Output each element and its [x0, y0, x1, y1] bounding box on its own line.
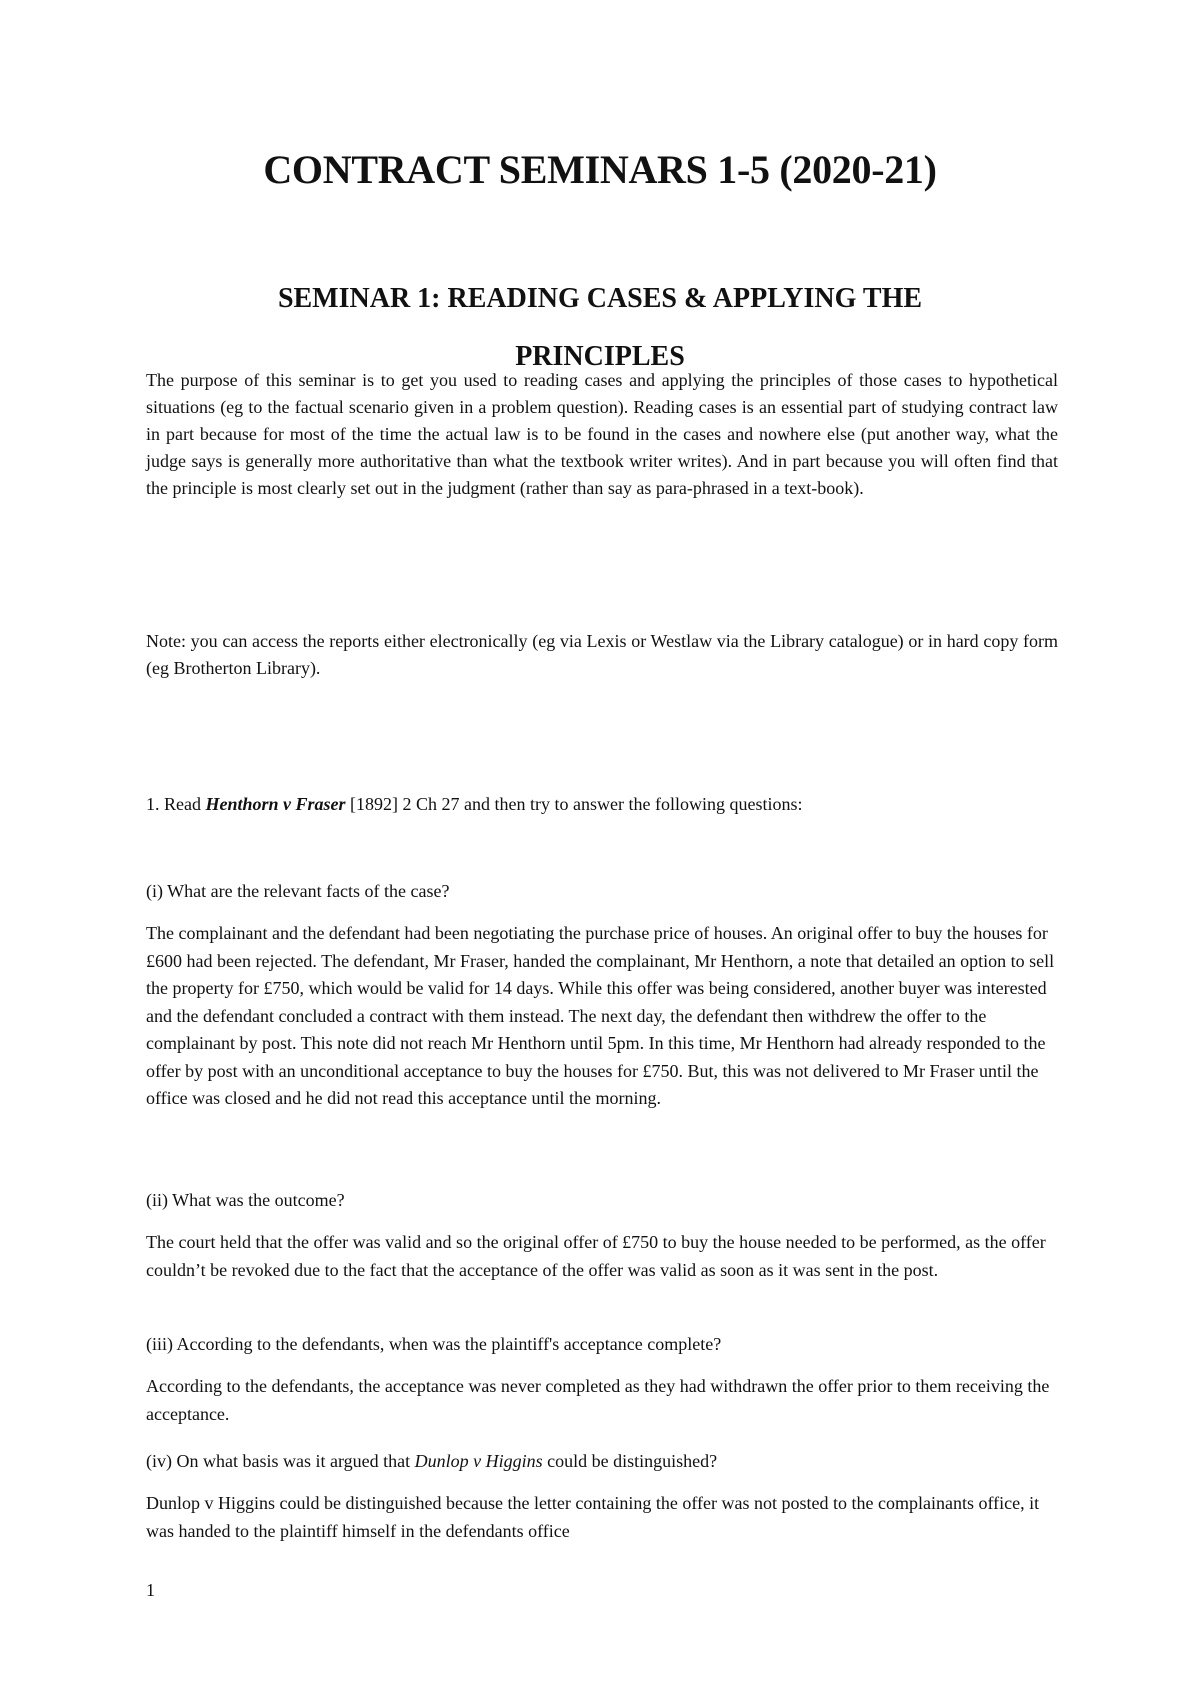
- answer-1: The complainant and the defendant had been negotiating the purchase price of houses. An original offer to buy the houses for £600 had been rejected. The defendant, Mr Fraser, handed the complainant, Mr Henthorn, a note that detailed an option to sell the property for £750, which would be valid for 14 days. While this offer was being considered, another buyer was interested and the defendant concluded a contract with them instead. The next day, the defendant then withdrew the offer to the complainant by post. This note did not reach Mr Henthorn until 5pm. In this time, Mr Henthorn had already responded to the offer by post with an unconditional acceptance to buy the houses for £750. But, this was not delivered to Mr Fraser until the office was closed and he did not read this acceptance until the morning.: [146, 923, 1055, 1108]
- task-1-instruction: [146, 791, 1058, 818]
- page-number: 1: [146, 1580, 155, 1600]
- question-2: (ii) What was the outcome?: [146, 1190, 345, 1210]
- document-title: CONTRACT SEMINARS 1-5 (2020-21): [263, 147, 937, 192]
- task-1-prefix: 1. Read: [146, 794, 206, 814]
- question-4-prefix: (iv) On what basis was it argued that: [146, 1451, 415, 1471]
- case-name-dunlop: Dunlop v Higgins: [414, 1451, 543, 1471]
- intro-paragraph: The purpose of this seminar is to get you used to reading cases and applying the principles of those cases to hypothetical situations (eg to the factual scenario given in a problem question). Reading cases is an essential part of studying contract law in part because for most of the time the actual law is to be found in the cases and nowhere else (put another way, what the judge says is generally more authoritative than what the textbook writer writes). And in part because you will often find that the principle is most clearly set out in the judgment (rather than say as para-phrased in a text-book).: [146, 370, 1058, 498]
- note-paragraph: Note: you can access the reports either electronically (eg via Lexis or Westlaw via the Library catalogue) or in hard copy form (eg Brotherton Library).: [146, 631, 1058, 678]
- answer-2: The court held that the offer was valid and so the original offer of £750 to buy the house needed to be performed, as the offer couldn’t be revoked due to the fact that the acceptance of the offer was valid as soon as it was sent in the post.: [146, 1232, 1046, 1280]
- case-name-henthorn: Henthorn v Fraser: [205, 794, 346, 814]
- task-1-suffix: [1892] 2 Ch 27 and then try to answer the following questions:: [345, 794, 803, 814]
- question-1: (i) What are the relevant facts of the case?: [146, 881, 450, 901]
- answer-4: Dunlop v Higgins could be distinguished because the letter containing the offer was not posted to the complainants office, it was handed to the plaintiff himself in the defendants office: [146, 1493, 1040, 1541]
- question-4-suffix: could be distinguished?: [542, 1451, 718, 1471]
- question-4: [146, 1448, 1058, 1475]
- answer-3: According to the defendants, the acceptance was never completed as they had withdrawn the offer prior to them receiving the acceptance.: [146, 1376, 1050, 1424]
- seminar-title-line1: SEMINAR 1: READING CASES & APPLYING THE: [277, 283, 923, 314]
- seminar-title-line2: PRINCIPLES: [515, 341, 685, 372]
- question-3: (iii) According to the defendants, when was the plaintiff's acceptance complete?: [146, 1334, 722, 1354]
